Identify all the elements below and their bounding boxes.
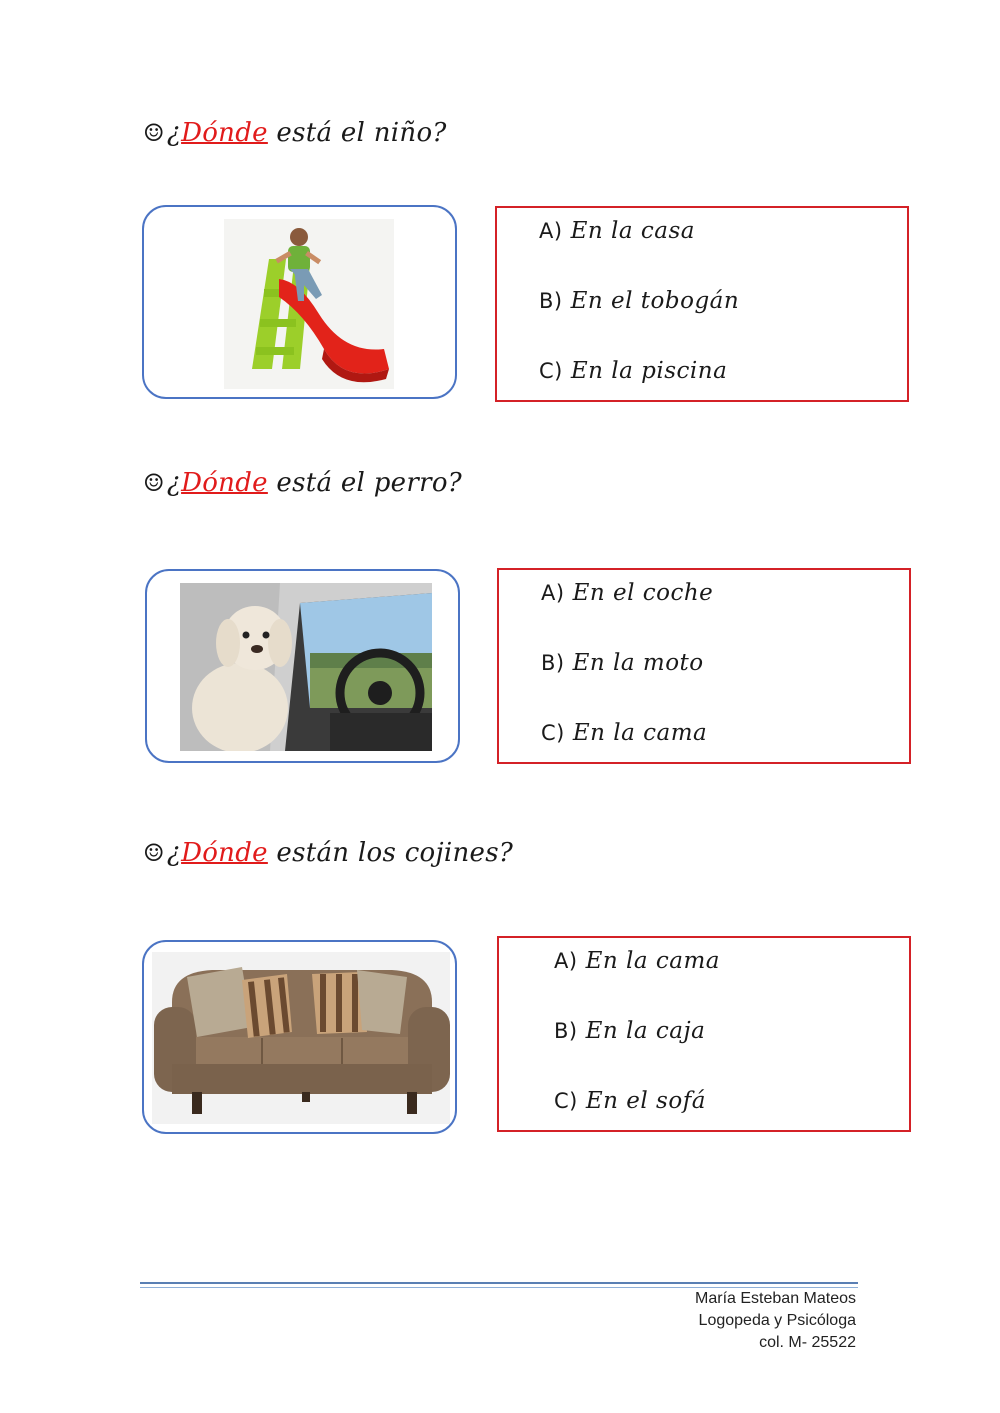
question-prefix: ¿: [166, 468, 182, 498]
footer-divider: [140, 1282, 858, 1284]
dog-in-car-icon: [180, 583, 432, 751]
image-box-slide: [142, 205, 457, 399]
author-name: María Esteban Mateos: [695, 1290, 856, 1307]
answer-option[interactable]: B) En el tobogán: [539, 288, 740, 314]
answer-box-2: [497, 568, 911, 764]
question-text: está el niño?: [267, 118, 447, 148]
question-3: [143, 838, 513, 868]
image-box-dog: [145, 569, 460, 763]
author-license: col. M- 25522: [759, 1334, 856, 1351]
question-text: está el perro?: [267, 468, 463, 498]
question-1: [143, 118, 447, 148]
footer-credits: [695, 1288, 856, 1354]
answer-box-3: [497, 936, 911, 1132]
answer-option[interactable]: C) En la piscina: [539, 358, 728, 384]
answer-option[interactable]: B) En la moto: [541, 650, 704, 676]
question-prefix: ¿: [166, 838, 182, 868]
answer-box-1: [495, 206, 909, 402]
question-2: [143, 468, 462, 498]
question-keyword: Dónde: [181, 838, 268, 868]
smiley-icon: ☺: [143, 469, 165, 497]
answer-option[interactable]: A) En la casa: [539, 218, 695, 244]
question-text: están los cojines?: [267, 838, 514, 868]
image-box-sofa: [142, 940, 457, 1134]
answer-option[interactable]: B) En la caja: [554, 1018, 706, 1044]
boy-on-slide-icon: [224, 219, 394, 389]
answer-option[interactable]: C) En el sofá: [554, 1088, 706, 1114]
smiley-icon: ☺: [143, 839, 165, 867]
question-keyword: Dónde: [181, 118, 268, 148]
smiley-icon: ☺: [143, 119, 165, 147]
question-prefix: ¿: [166, 118, 182, 148]
answer-option[interactable]: C) En la cama: [541, 720, 708, 746]
question-keyword: Dónde: [181, 468, 268, 498]
sofa-with-cushions-icon: [152, 952, 450, 1124]
answer-option[interactable]: A) En la cama: [554, 948, 720, 974]
author-title: Logopeda y Psicóloga: [698, 1312, 856, 1329]
answer-option[interactable]: A) En el coche: [541, 580, 714, 606]
